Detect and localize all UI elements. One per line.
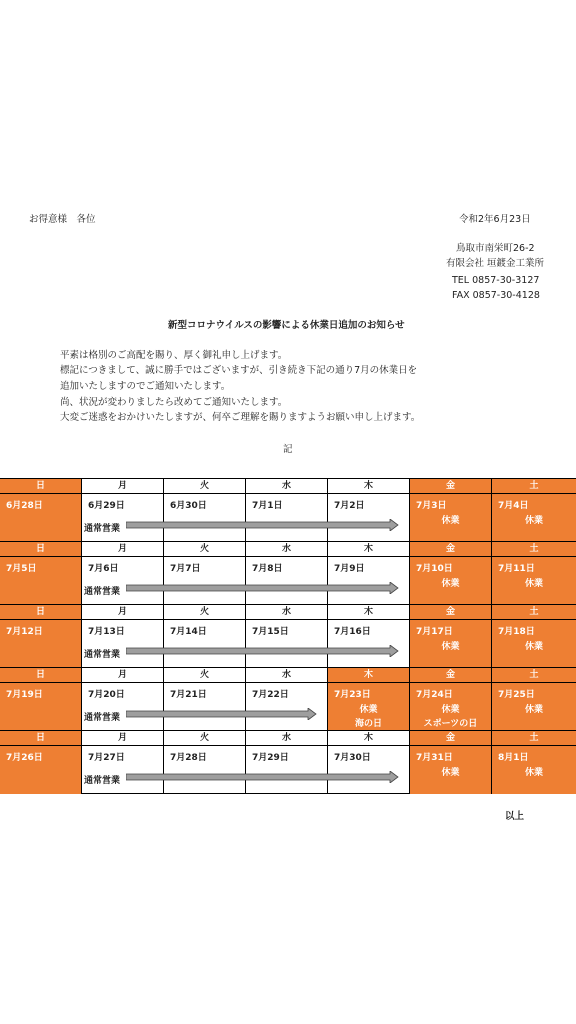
day-date: 7月18日 xyxy=(498,627,535,637)
closed-label: 休業 xyxy=(441,516,460,526)
company-name: 有限会社 垣鍍金工業所 xyxy=(446,258,545,269)
day-date: 7月27日 xyxy=(88,753,125,763)
day-date: 6月29日 xyxy=(88,501,125,511)
body-line: 大変ご迷惑をおかけいたしますが、何卒ご理解を賜りますようお願い申し上げます。 xyxy=(60,412,421,423)
weekday-header: 木 xyxy=(328,542,410,557)
day-cell xyxy=(410,683,492,731)
day-cell xyxy=(246,683,328,731)
day-date: 7月31日 xyxy=(416,753,453,763)
day-date: 7月19日 xyxy=(6,690,43,700)
weekday-header: 金 xyxy=(410,731,492,746)
normal-operation-label: 通常営業 xyxy=(84,776,121,786)
calendar-week xyxy=(0,605,576,668)
closed-label: 休業 xyxy=(441,579,460,589)
day-cell xyxy=(410,746,492,794)
weekday-header: 水 xyxy=(246,605,328,620)
day-cell xyxy=(82,746,164,794)
day-date: 7月13日 xyxy=(88,627,125,637)
body-line: 標記につきまして、誠に勝手ではございますが、引き続き下記の通り7月の休業日を xyxy=(60,365,418,376)
weekday-header: 木 xyxy=(328,731,410,746)
day-date: 7月8日 xyxy=(252,564,283,574)
weekday-header: 火 xyxy=(164,731,246,746)
weekday-header: 月 xyxy=(82,668,164,683)
closed-label: 休業 xyxy=(441,705,460,715)
normal-operation-arrow xyxy=(126,582,400,594)
day-cell xyxy=(328,494,410,542)
day-date: 7月11日 xyxy=(498,564,535,574)
normal-operation-arrow xyxy=(126,771,400,783)
day-date: 7月25日 xyxy=(498,690,535,700)
day-cell xyxy=(164,746,246,794)
normal-operation-arrow xyxy=(126,708,318,720)
body-line: 尚、状況が変わりましたら改めてご通知いたします。 xyxy=(60,397,288,408)
normal-operation-label: 通常営業 xyxy=(84,524,121,534)
day-date: 7月5日 xyxy=(6,564,37,574)
day-cell xyxy=(492,557,576,605)
weekday-header: 金 xyxy=(410,605,492,620)
day-cell xyxy=(328,746,410,794)
weekday-header: 木 xyxy=(328,479,410,494)
calendar-week xyxy=(0,668,576,731)
day-date: 7月28日 xyxy=(170,753,207,763)
weekday-header: 日 xyxy=(0,479,82,494)
recipient: お得意様 各位 xyxy=(29,214,96,225)
day-date: 7月3日 xyxy=(416,501,447,511)
weekday-header: 土 xyxy=(492,605,576,620)
day-cell xyxy=(328,557,410,605)
company-address: 鳥取市南栄町26-2 xyxy=(456,243,535,254)
body-line: 平素は格別のご高配を賜り、厚く御礼申し上げます。 xyxy=(60,350,288,361)
closing-word: 以上 xyxy=(505,811,525,822)
weekday-header: 水 xyxy=(246,479,328,494)
weekday-header: 月 xyxy=(82,605,164,620)
normal-operation-label: 通常営業 xyxy=(84,587,121,597)
weekday-header: 火 xyxy=(164,542,246,557)
day-date: 7月12日 xyxy=(6,627,43,637)
day-date: 7月20日 xyxy=(88,690,125,700)
day-cell xyxy=(410,557,492,605)
weekday-header: 金 xyxy=(410,479,492,494)
day-date: 7月30日 xyxy=(334,753,371,763)
weekday-header: 火 xyxy=(164,668,246,683)
weekday-header: 火 xyxy=(164,479,246,494)
normal-operation-label: 通常営業 xyxy=(84,650,121,660)
weekday-header: 日 xyxy=(0,668,82,683)
day-cell xyxy=(0,746,82,794)
day-cell xyxy=(246,557,328,605)
weekday-header: 水 xyxy=(246,542,328,557)
weekday-header: 土 xyxy=(492,668,576,683)
calendar-week xyxy=(0,731,576,794)
weekday-header: 金 xyxy=(410,542,492,557)
day-cell xyxy=(0,494,82,542)
day-date: 7月7日 xyxy=(170,564,201,574)
holiday-name: 海の日 xyxy=(354,719,382,729)
day-date: 7月10日 xyxy=(416,564,453,574)
weekday-header: 土 xyxy=(492,542,576,557)
normal-operation-arrow xyxy=(126,519,400,531)
day-date: 7月6日 xyxy=(88,564,119,574)
day-cell xyxy=(0,620,82,668)
weekday-header: 日 xyxy=(0,731,82,746)
day-cell xyxy=(410,620,492,668)
day-date: 7月9日 xyxy=(334,564,365,574)
closed-label: 休業 xyxy=(359,705,378,715)
weekday-header: 水 xyxy=(246,668,328,683)
day-date: 7月26日 xyxy=(6,753,43,763)
normal-operation-label: 通常営業 xyxy=(84,713,121,723)
weekday-header: 土 xyxy=(492,479,576,494)
day-cell xyxy=(246,746,328,794)
normal-operation-arrow xyxy=(126,645,400,657)
closed-label: 休業 xyxy=(524,579,543,589)
closed-label: 休業 xyxy=(524,642,543,652)
day-date: 7月21日 xyxy=(170,690,207,700)
day-cell xyxy=(492,620,576,668)
day-date: 7月14日 xyxy=(170,627,207,637)
weekday-header: 土 xyxy=(492,731,576,746)
closed-label: 休業 xyxy=(524,768,543,778)
weekday-header: 金 xyxy=(410,668,492,683)
weekday-header: 月 xyxy=(82,542,164,557)
day-date: 7月23日 xyxy=(334,690,371,700)
day-cell xyxy=(164,683,246,731)
weekday-header: 月 xyxy=(82,479,164,494)
ki-label: 記 xyxy=(283,444,293,455)
weekday-header: 木 xyxy=(328,605,410,620)
day-cell xyxy=(410,494,492,542)
day-date: 6月28日 xyxy=(6,501,43,511)
day-date: 7月2日 xyxy=(334,501,365,511)
company-tel: TEL 0857-30-3127 xyxy=(452,275,540,286)
day-cell xyxy=(82,494,164,542)
day-cell xyxy=(164,620,246,668)
calendar-week xyxy=(0,479,576,542)
day-cell xyxy=(492,683,576,731)
day-date: 7月1日 xyxy=(252,501,283,511)
day-date: 7月29日 xyxy=(252,753,289,763)
day-cell xyxy=(0,557,82,605)
day-cell xyxy=(328,683,410,731)
day-date: 7月16日 xyxy=(334,627,371,637)
day-cell xyxy=(164,557,246,605)
closed-label: 休業 xyxy=(441,642,460,652)
closed-label: 休業 xyxy=(524,705,543,715)
day-date: 6月30日 xyxy=(170,501,207,511)
body-line: 追加いたしますのでご通知いたします。 xyxy=(60,381,231,392)
notice-title: 新型コロナウイルスの影響による休業日追加のお知らせ xyxy=(168,320,405,331)
weekday-header: 日 xyxy=(0,605,82,620)
day-cell xyxy=(328,620,410,668)
day-cell xyxy=(246,494,328,542)
day-date: 7月17日 xyxy=(416,627,453,637)
day-cell xyxy=(492,494,576,542)
closed-label: 休業 xyxy=(441,768,460,778)
day-date: 7月22日 xyxy=(252,690,289,700)
weekday-header: 日 xyxy=(0,542,82,557)
document-date: 令和2年6月23日 xyxy=(459,214,531,225)
closed-label: 休業 xyxy=(524,516,543,526)
day-cell xyxy=(82,620,164,668)
day-date: 7月15日 xyxy=(252,627,289,637)
company-fax: FAX 0857-30-4128 xyxy=(452,290,540,301)
day-date: 7月4日 xyxy=(498,501,529,511)
day-cell xyxy=(0,683,82,731)
holiday-name: スポーツの日 xyxy=(423,719,478,729)
day-cell xyxy=(82,683,164,731)
day-cell xyxy=(492,746,576,794)
day-cell xyxy=(82,557,164,605)
day-date: 7月24日 xyxy=(416,690,453,700)
weekday-header: 水 xyxy=(246,731,328,746)
day-date: 8月1日 xyxy=(498,753,529,763)
weekday-header: 火 xyxy=(164,605,246,620)
day-cell xyxy=(246,620,328,668)
day-cell xyxy=(164,494,246,542)
weekday-header: 木 xyxy=(328,668,410,683)
weekday-header: 月 xyxy=(82,731,164,746)
calendar-week xyxy=(0,542,576,605)
closure-calendar xyxy=(0,478,576,794)
